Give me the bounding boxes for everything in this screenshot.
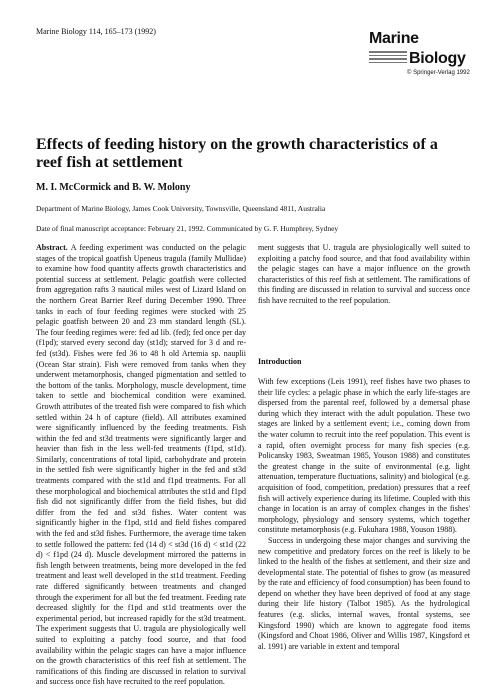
abstract-continuation bbox=[258, 243, 470, 307]
abstract-column bbox=[36, 243, 246, 687]
intro-paragraph-2: Success in undergoing these major changes and surviving the new competitive and predatory forces on the reef is likely to be linked to the health of the fishes at settlement, and their size and developmental state. The potential of fishes to grow (as measured by the rate and efficiency of food consumption) has been found to depend on whether they have been deprived of food at any stage during their life history (Talbot 1985). As the hydrological features (e.g. slicks, internal waves, frontal systems, see Kingsford 1990) which are known to aggregate food items (Kingsford and Choat 1986, Oliver and Willis 1987, Kingsford et al. 1991) are variable in extent and temporal bbox=[258, 535, 470, 651]
acceptance-dates: Date of final manuscript acceptance: February 21, 1992. Communicated by G. F. Humphrey, Sydney bbox=[36, 224, 339, 233]
authors: M. I. McCormick and B. W. Molony bbox=[36, 182, 191, 193]
journal-logo bbox=[369, 24, 473, 82]
abstract-right-text: ment suggests that U. tragula are physiologically well suited to exploiting a patchy food source, and that food availability within the pelagic stages can have a major influence on the growth characteristics of this reef fish at settlement. The ramifications of this finding are discussed in relation to survival and success once fish have recruited to the reef population. bbox=[258, 243, 470, 305]
abstract-label: Abstract. bbox=[36, 243, 68, 252]
article-title: Effects of feeding history on the growth characteristics of a reef fish at settlement bbox=[36, 136, 438, 171]
affiliation: Department of Marine Biology, James Cook University, Townsville, Queensland 4811, Australia bbox=[36, 204, 326, 213]
logo-line2: Biology bbox=[409, 50, 466, 67]
running-head: Marine Biology 114, 165–173 (1992) bbox=[36, 27, 156, 36]
introduction-column bbox=[258, 377, 470, 651]
intro-paragraph-1: With few exceptions (Leis 1991), reef fishes have two phases to their life cycles: a pelagic phase in which the early life-stages are dispersed from the parental reef, followed by a demersal phase during which they interact with the adult population. These two stages are linked by a settlement event; i.e., coming down from the water column to recruit into the reef population. This event is a rapid, often overnight process for many fish species (e.g. Policansky 1983, Sweatman 1985, Youson 1988) and constitutes the greatest change in the suite of environmental (e.g. light attenuation, temperature fluctuations, salinity) and biological (e.g. acquisition of food, competition, predation) pressures that a reef fish will actively experience during its lifetime. Coupled with this change in location is an array of complex changes in the fishes' morphology, physiology and sensory systems, which together constitute metamorphosis (e.g. Fukuhara 1988, Youson 1988). bbox=[258, 377, 470, 535]
logo-decoration bbox=[369, 51, 407, 65]
section-heading-introduction: Introduction bbox=[258, 357, 302, 366]
abstract-text: A feeding experiment was conducted on the pelagic stages of the tropical goatfish Upeneus tragula (family Mullidae) to examine how food quantity affects growth characteristics and potential success at settlement. Pelagic goatfish were collected from aggregation rafts 3 nautical miles west of Lizard Island on the northern Great Barrier Reef during December 1990. Three tanks in each of four feeding regimes were stocked with 25 pelagic goatfish between 20 and 23 mm standard length (SL). The four feeding regimes were: fed ad lib. (fed); fed once per day (f1pd); starved every second day (st1d); starved for 3 d and re-fed (st3d). Fishes were fed 36 to 48 h old Artemia sp. nauplii (Ocean Star strain). Fish were removed from tanks when they underwent metamorphosis, changed pigmentation and settled to the bottom of the tanks. Morphology, muscle development, time taken to settle and biochemical condition were examined. Growth attributes of the treated fish were compared to fish which settled within 24 h of capture (field). All attributes examined were significantly influenced by the feeding treatments. Fish within the fed and st3d treatments were significantly larger and heavier than fish in the less well-fed treatments (f1pd, st1d). Similarly, concentrations of total lipid, carbohydrate and protein in the settled fish were significantly higher in the fed and st3d treatments compared with the st1d and f1pd treatments. For all these morphological and biochemical attributes the st1d and f1pd fish did not significantly differ from the field fishes, but did differ from the fed and st3d fishes. Water content was significantly higher in the f1pd, st1d and field fishes compared with the fed and st3d fishes. Furthermore, the average time taken to settle followed the pattern: fed (14 d) < st3d (16 d) < st1d (22 d) < f1pd (24 d). Muscle development mirrored the patterns in fish length between treatments, being more developed in the fed treatment and least well developed in the st1d treatment. Feeding rate differed significantly between treatments and changed through the experiment for all but the fed treatment. Feeding rate decreased slightly for the f1pd and st1d treatments over the experimental period, but increased rapidly for the st3d treatment. The experiment suggests that U. tragula are physiologically well suited to exploiting a patchy food source, and that food availability within the pelagic stages can have a major influence on the growth characteristics of this reef fish at settlement. The ramifications of this finding are discussed in relation to survival and success once fish have recruited to the reef population. bbox=[36, 243, 246, 687]
logo-line1: Marine bbox=[369, 30, 419, 47]
publisher-note: © Springer-Verlag 1992 bbox=[407, 70, 470, 76]
